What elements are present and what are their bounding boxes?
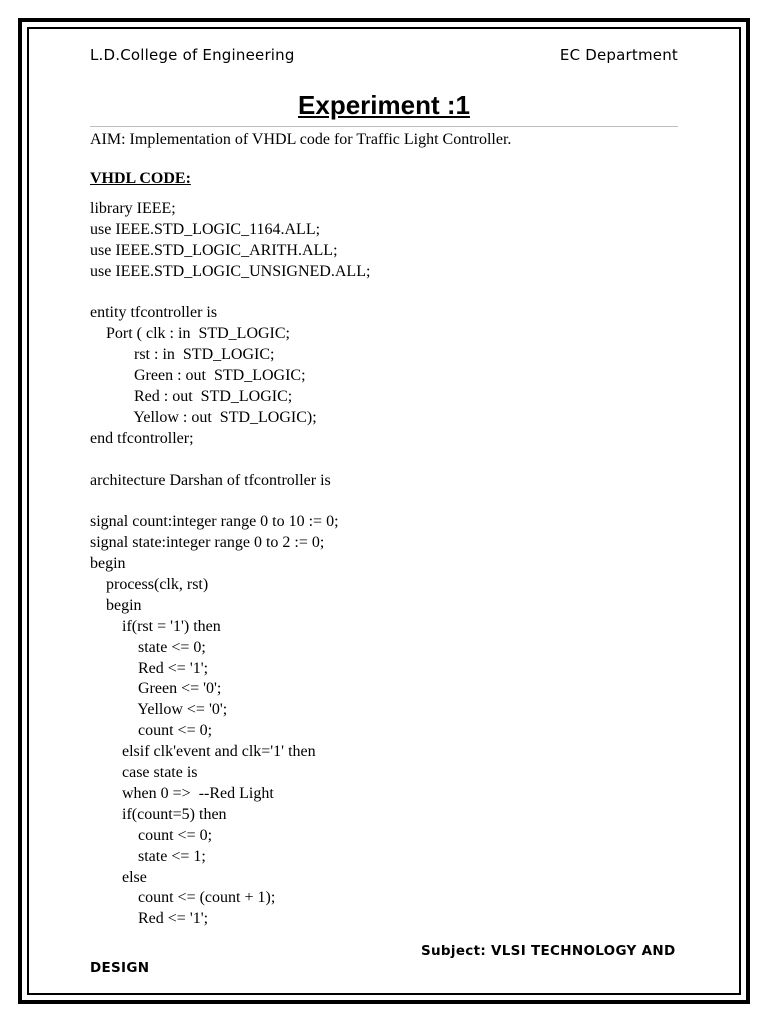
code-line: Red <= '1'; — [90, 910, 209, 928]
code-line: Green <= '0'; — [90, 680, 222, 698]
code-line: count <= 0; — [90, 826, 213, 844]
code-line: architecture Darshan of tfcontroller is — [90, 471, 331, 489]
code-line — [90, 283, 370, 304]
code-line: begin — [90, 555, 126, 573]
code-line: count <= 0; — [90, 722, 213, 740]
title-divider — [90, 126, 678, 127]
code-line: if(count=5) then — [90, 805, 227, 823]
college-name: L.D.College of Engineering — [90, 46, 295, 64]
code-line: library IEEE; — [90, 200, 176, 217]
code-line: signal state:integer range 0 to 2 := 0; — [90, 534, 325, 552]
code-line: signal count:integer range 0 to 10 := 0; — [90, 513, 339, 531]
code-line — [90, 491, 370, 512]
code-line: Red : out STD_LOGIC; — [90, 388, 293, 406]
code-line: Green : out STD_LOGIC; — [90, 367, 306, 385]
code-line: end tfcontroller; — [90, 429, 194, 447]
code-line: when 0 => --Red Light — [90, 784, 274, 802]
code-line: use IEEE.STD_LOGIC_1164.ALL; — [90, 220, 321, 238]
code-line: state <= 1; — [90, 847, 206, 865]
code-line: Yellow <= '0'; — [90, 701, 228, 719]
code-line: state <= 0; — [90, 638, 206, 656]
code-line: Yellow : out STD_LOGIC); — [90, 408, 317, 426]
code-line — [90, 450, 370, 471]
code-line: use IEEE.STD_LOGIC_ARITH.ALL; — [90, 241, 338, 259]
code-line: case state is — [90, 764, 198, 782]
code-line: process(clk, rst) — [90, 576, 209, 594]
aim-text: AIM: Implementation of VHDL code for Traffic Light Controller. — [90, 131, 512, 148]
code-line: else — [90, 868, 147, 886]
code-line: entity tfcontroller is — [90, 304, 218, 322]
footer-subject: Subject: VLSI TECHNOLOGY AND — [421, 943, 676, 959]
code-line: Port ( clk : in STD_LOGIC; — [90, 325, 290, 343]
footer-subject-continued: DESIGN — [90, 960, 150, 976]
department-name: EC Department — [559, 46, 678, 64]
page-title: Experiment :1 — [298, 90, 470, 120]
code-heading: VHDL CODE: — [90, 170, 191, 187]
code-line: use IEEE.STD_LOGIC_UNSIGNED.ALL; — [90, 262, 371, 280]
code-line: Red <= '1'; — [90, 659, 209, 677]
code-line: rst : in STD_LOGIC; — [90, 346, 275, 364]
code-block — [90, 199, 370, 930]
code-line: count <= (count + 1); — [90, 889, 276, 907]
code-line: if(rst = '1') then — [90, 617, 221, 635]
code-line: elsif clk'event and clk='1' then — [90, 743, 316, 761]
code-line: begin — [90, 596, 142, 614]
